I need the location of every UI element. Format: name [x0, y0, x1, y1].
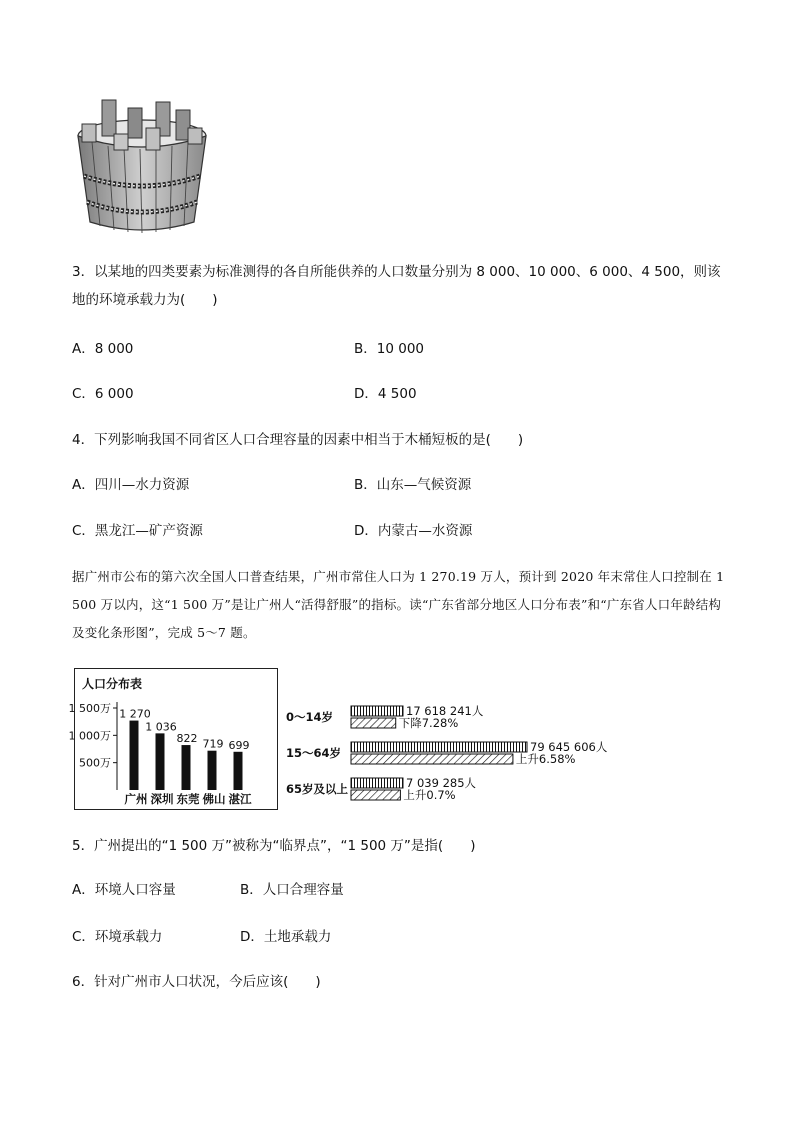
chart2-category-label: 15～64岁 — [286, 746, 342, 760]
population-distribution-chart — [68, 668, 278, 810]
chart2-bar-population — [351, 706, 403, 716]
question-3-stem: 3．以某地的四类要素为标准测得的各自所能供养的人口数量分别为 8 000、10 000、6 000、4 500，则该地的环境承载力为( ) — [72, 264, 721, 308]
chart2-bar-population — [351, 742, 527, 752]
q4-option-b[interactable]: B．山东—气候资源 — [354, 477, 472, 493]
q3-option-a[interactable]: A．8 000 — [72, 341, 134, 357]
chart1-category-label: 广州 — [124, 792, 148, 806]
chart1-category-label: 东莞 — [176, 792, 200, 806]
chart2-value-label: 7 039 285人 — [406, 776, 477, 790]
chart2-bar-change — [351, 790, 400, 800]
chart1-y-tick-label: 1 000万 — [68, 729, 111, 743]
chart1-category-label: 湛江 — [228, 792, 252, 806]
chart1-value-label: 719 — [202, 737, 224, 751]
wooden-bucket-drawing — [72, 98, 212, 238]
q4-option-a[interactable]: A．四川—水力资源 — [72, 477, 190, 493]
chart2-bar-change — [351, 718, 396, 728]
chart2-change-label: 下降7.28% — [398, 716, 459, 730]
chart2-category-label: 0～14岁 — [286, 710, 334, 724]
q3-option-d[interactable]: D．4 500 — [354, 386, 417, 402]
q4-option-d[interactable]: D．内蒙古—水资源 — [354, 523, 473, 539]
chart2-category-label: 65岁及以上 — [286, 782, 349, 796]
chart1-category-label: 深圳 — [150, 792, 174, 806]
chart1-value-label: 822 — [176, 732, 198, 746]
chart1-bar — [208, 751, 217, 790]
chart1-bar — [234, 752, 243, 790]
question-4-stem: 4．下列影响我国不同省区人口合理容量的因素中相当于木桶短板的是( ) — [72, 432, 524, 448]
chart1-bar — [130, 721, 139, 790]
chart1-value-label: 1 036 — [145, 720, 177, 734]
question-6-stem: 6．针对广州市人口状况，今后应该( ) — [72, 974, 321, 990]
q5-option-a[interactable]: A．环境人口容量 — [72, 882, 176, 898]
reading-passage: 据广州市公布的第六次全国人口普查结果，广州市常住人口为 1 270.19 万人，预计到 2020 年末常住人口控制在 1 500 万以内，这“1 500 万”是让广州人“活得舒服”的指标。读“广东省部分地区人口分布表”和“广东省人口年龄结构及变化条形图”，完成 5～7 题。 — [72, 569, 725, 640]
chart1-value-label: 699 — [228, 738, 250, 752]
chart2-bar-population — [351, 778, 403, 788]
chart2-value-label: 17 618 241人 — [406, 704, 484, 718]
q4-option-c[interactable]: C．黑龙江—矿产资源 — [72, 523, 203, 539]
chart2-change-label: 上升0.7% — [403, 788, 456, 802]
chart2-bar-change — [351, 754, 513, 764]
q5-option-b[interactable]: B．人口合理容量 — [240, 882, 344, 898]
chart1-bar — [156, 733, 165, 790]
question-5-stem: 5．广州提出的“1 500 万”被称为“临界点”，“1 500 万”是指( ) — [72, 838, 476, 854]
chart1-y-tick-label: 500万 — [79, 756, 111, 770]
wooden-bucket-illustration — [72, 98, 212, 238]
age-structure-chart — [284, 700, 608, 808]
q5-option-c[interactable]: C．环境承载力 — [72, 929, 163, 945]
chart2-value-label: 79 645 606人 — [530, 740, 608, 754]
chart2-change-label: 上升6.58% — [515, 752, 576, 766]
q3-option-c[interactable]: C．6 000 — [72, 386, 134, 402]
chart1-y-tick-label: 1 500万 — [68, 702, 111, 715]
chart1-value-label: 1 270 — [119, 707, 151, 721]
chart1-bar — [182, 745, 191, 790]
chart1-category-label: 佛山 — [202, 792, 226, 806]
q3-option-b[interactable]: B．10 000 — [354, 341, 424, 357]
chart1-title: 人口分布表 — [82, 677, 143, 691]
q5-option-d[interactable]: D．土地承载力 — [240, 929, 332, 945]
